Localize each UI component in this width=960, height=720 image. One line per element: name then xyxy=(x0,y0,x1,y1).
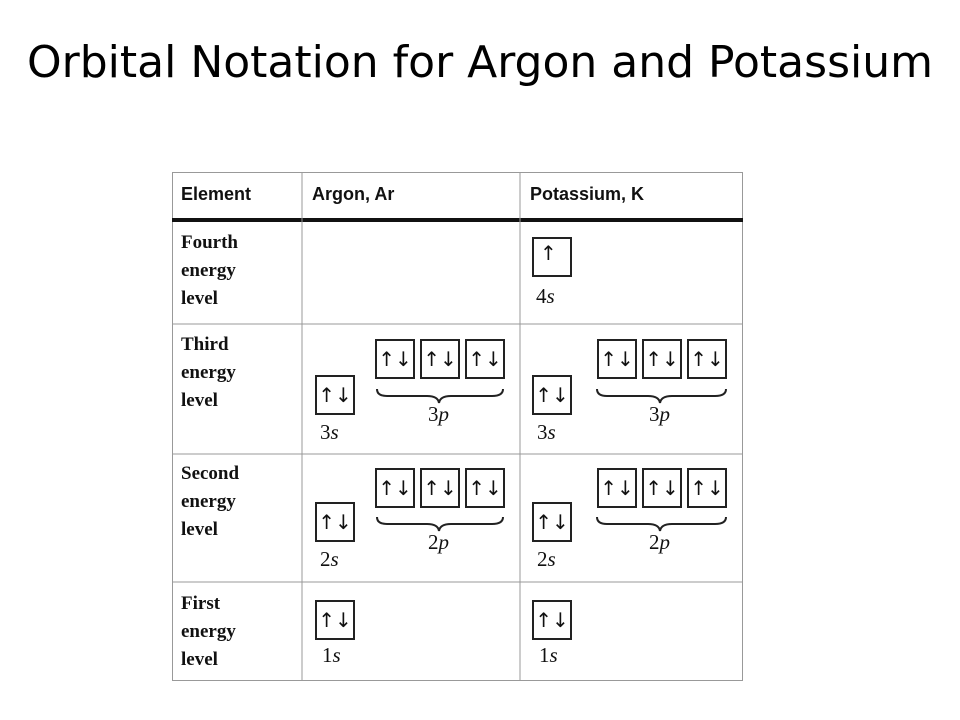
ar-3p-orbital-box-3: ↑↓ xyxy=(465,339,505,379)
ar-3p-label: 3p xyxy=(428,402,449,426)
ar-2p-orbital-box-1: ↑↓ xyxy=(375,468,415,508)
row-label-third: Third energy level xyxy=(181,334,236,411)
k-3p-label: 3p xyxy=(649,402,670,426)
k-1s-orbital-box: ↑↓ xyxy=(532,600,572,640)
k-2p-orbital-box-2: ↑↓ xyxy=(642,468,682,508)
ar-3s-label: 3s xyxy=(320,420,339,444)
header-argon: Argon, Ar xyxy=(312,184,395,204)
ar-3p-orbital-box-2: ↑↓ xyxy=(420,339,460,379)
k-2p-label: 2p xyxy=(649,530,670,554)
ar-2p-orbital-box-2: ↑↓ xyxy=(420,468,460,508)
ar-3s-orbital-box: ↑↓ xyxy=(315,375,355,415)
k-2p-orbital-box-3: ↑↓ xyxy=(687,468,727,508)
ar-2p-label: 2p xyxy=(428,530,449,554)
header-element: Element xyxy=(181,184,252,204)
slide-title: Orbital Notation for Argon and Potassium xyxy=(27,37,933,88)
k-2s-label: 2s xyxy=(537,547,556,571)
k-3s-orbital-box: ↑↓ xyxy=(532,375,572,415)
ar-2p-orbital-box-3: ↑↓ xyxy=(465,468,505,508)
ar-1s-label: 1s xyxy=(322,643,341,667)
ar-2s-orbital-box: ↑↓ xyxy=(315,502,355,542)
k-3p-orbital-box-2: ↑↓ xyxy=(642,339,682,379)
row-label-second: Second energy level xyxy=(181,463,240,540)
k-3p-orbital-box-1: ↑↓ xyxy=(597,339,637,379)
ar-1s-orbital-box: ↑↓ xyxy=(315,600,355,640)
ar-3p-orbital-box-1: ↑↓ xyxy=(375,339,415,379)
k-1s-label: 1s xyxy=(539,643,558,667)
k-2p-orbital-box-1: ↑↓ xyxy=(597,468,637,508)
k-3s-label: 3s xyxy=(537,420,556,444)
k-3p-orbital-box-3: ↑↓ xyxy=(687,339,727,379)
k-4s-label: 4s xyxy=(536,284,555,308)
header-potassium: Potassium, K xyxy=(530,184,645,204)
row-label-first: First energy level xyxy=(181,593,236,670)
k-4s-orbital-box: ↑ xyxy=(532,237,572,277)
k-2s-orbital-box: ↑↓ xyxy=(532,502,572,542)
orbital-table xyxy=(172,172,743,681)
ar-2s-label: 2s xyxy=(320,547,339,571)
row-label-fourth: Fourth energy level xyxy=(181,232,238,309)
